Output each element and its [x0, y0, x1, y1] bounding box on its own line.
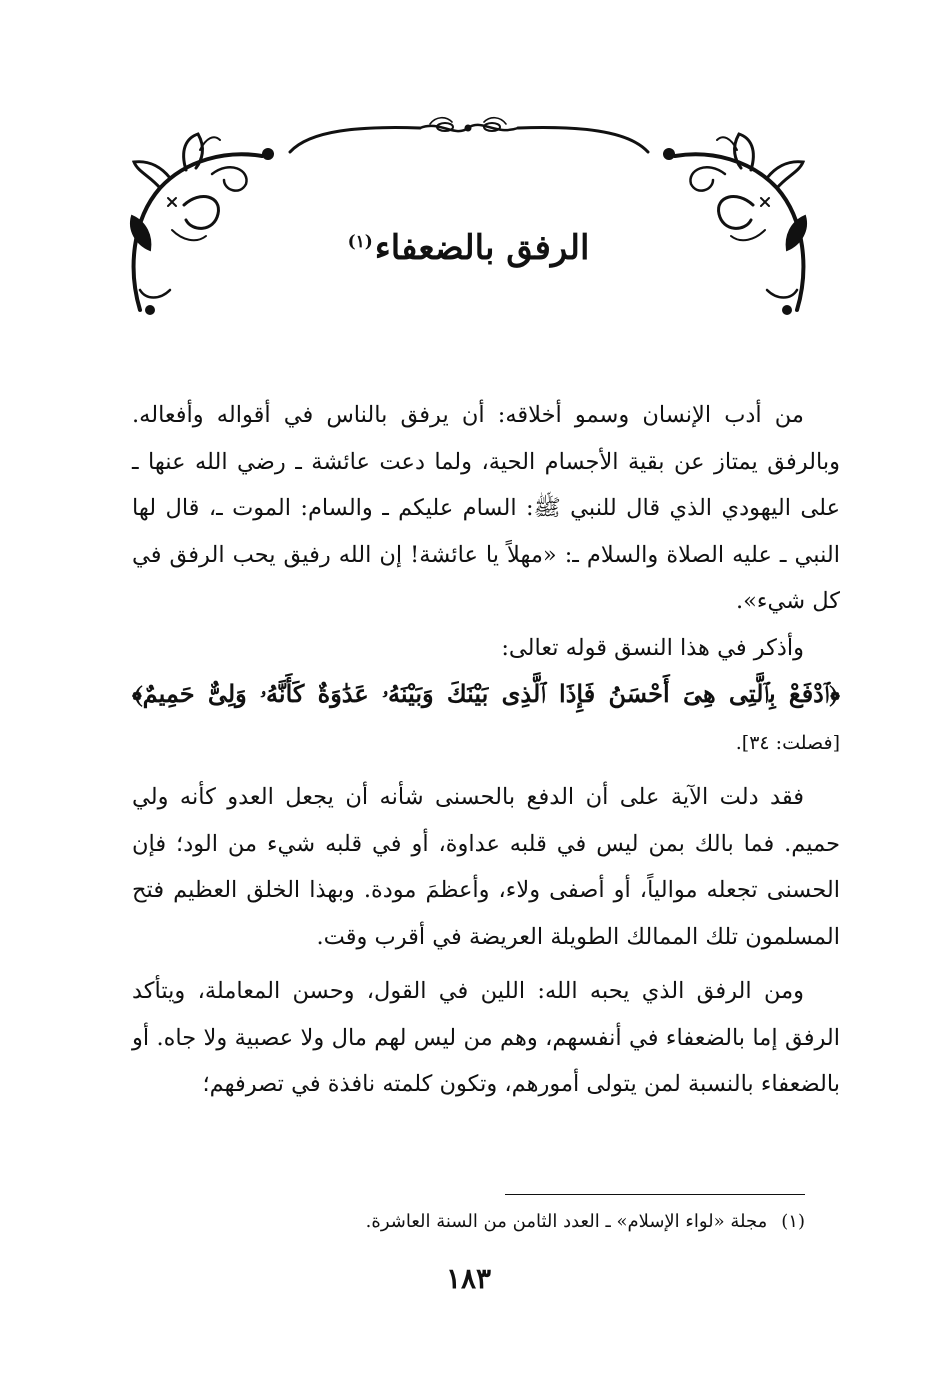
body-text	[132, 392, 840, 1108]
paragraph	[132, 392, 840, 625]
title-footnote-marker: (١)	[347, 231, 373, 252]
chapter-title-text: الرفق بالضعفاء	[374, 228, 590, 268]
paragraph	[132, 774, 840, 960]
paragraph-text: ومن الرفق الذي يحبه الله: اللين في القول، وحسن المعاملة، ويتأكد الرفق إما بالضعفاء في أنفسهم، وهم من ليس لهم مال ولا عصبية ولا جاه. أو بالضعفاء بالنسبة لمن يتولى أمورهم، وتكون كلمته نافذة في تصرفهم؛	[132, 978, 840, 1097]
left-corner-ornament	[131, 134, 274, 315]
right-corner-ornament	[663, 134, 806, 315]
page-number: ١٨٣	[445, 1262, 492, 1295]
paragraph	[132, 968, 840, 1108]
paragraph-text: من أدب الإنسان وسمو أخلاقه: أن يرفق بالناس في أقواله وأفعاله. وبالرفق يمتاز عن بقية الأجسام الحية، ولما دعت عائشة ـ رضي الله عنها ـ على اليهودي الذي قال للنبي ﷺ: السام عليكم ـ والسام: الموت ـ، قال لها النبي ـ عليه الصلاة والسلام ـ: «مهلاً يا عائشة! إن الله رفيق يحب الرفق في كل شيء».	[132, 402, 840, 614]
paragraph-text: فقد دلت الآية على أن الدفع بالحسنى شأنه أن يجعل العدو كأنه ولي حميم. فما بالك بمن ليس في قلبه عداوة، أو في قلبه شيء من الود؛ فإن الحسنى تجعله موالياً، أو أصفى ولاء، وأعظمَ مودة. وبهذا الخلق العظيم فتح المسلمون تلك الممالك الطويلة العريضة في أقرب وقت.	[132, 784, 840, 950]
footnote-number: (١)	[781, 1211, 805, 1232]
paragraph-text: وأذكر في هذا النسق قوله تعالى:	[501, 634, 804, 661]
footnote-divider	[505, 1194, 805, 1195]
chapter-title	[0, 228, 937, 268]
top-swash-ornament	[290, 118, 648, 152]
verse-text: ﴿ٱدْفَعْ بِٱلَّتِى هِىَ أَحْسَنُ فَإِذَا ٱلَّذِى بَيْنَكَ وَبَيْنَهُۥ عَدَٰوَةٌ كَأَنَّهُۥ وَلِىٌّ حَمِيمٌ﴾	[132, 679, 840, 708]
footnote-text: مجلة «لواء الإسلام» ـ العدد الثامن من السنة العاشرة.	[365, 1211, 768, 1232]
footnote	[97, 1208, 805, 1236]
verse-reference: [فصلت: ٣٤].	[735, 731, 840, 754]
quran-verse	[132, 671, 840, 766]
paragraph	[132, 625, 840, 672]
title-ornament	[0, 0, 937, 330]
